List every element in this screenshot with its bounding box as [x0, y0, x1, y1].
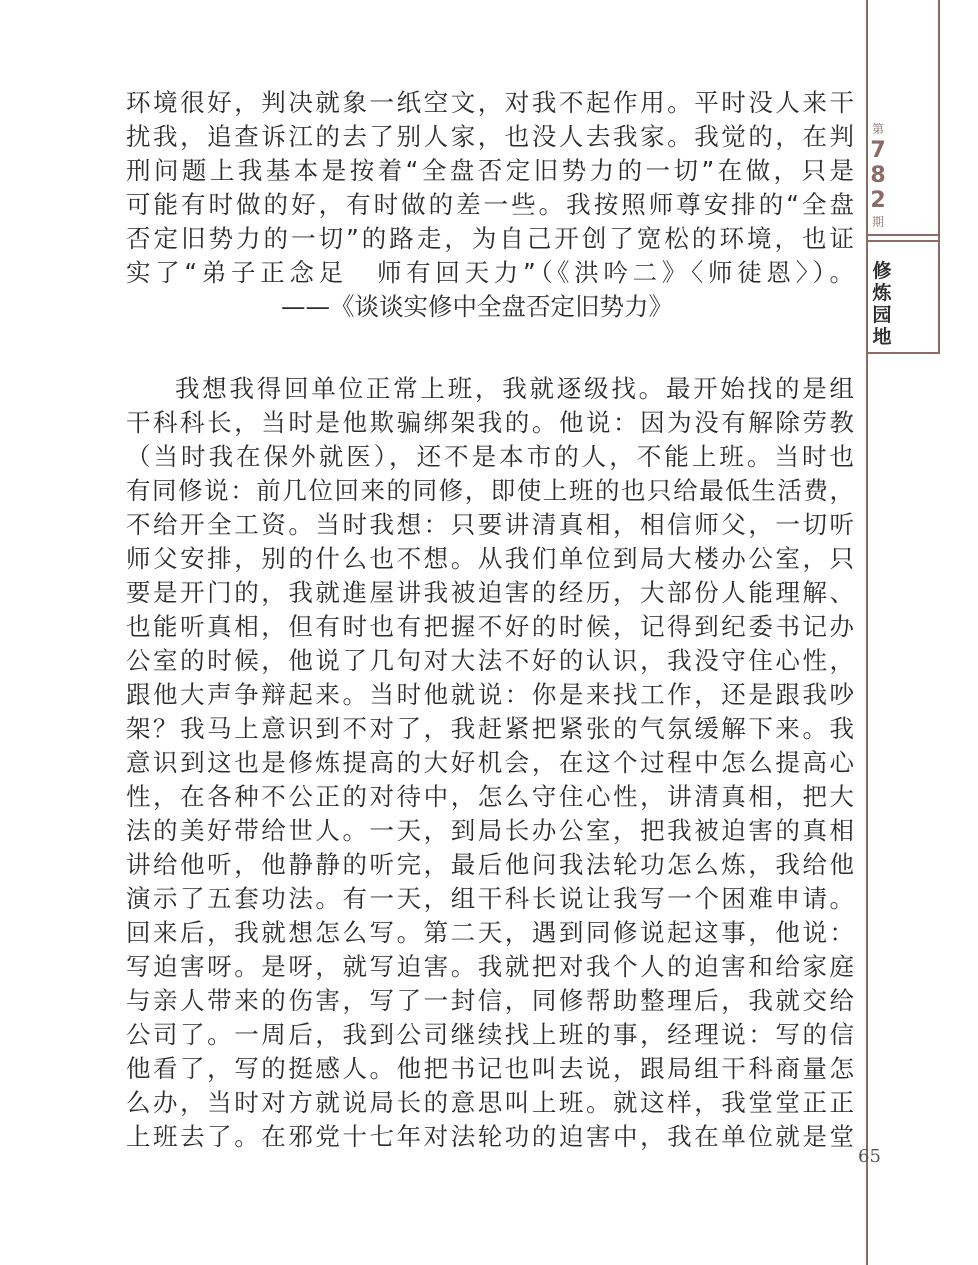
body-line: 公司了。一周后，我到公司继续找上班的事，经理说：写的信: [126, 1020, 854, 1049]
quote-citation: ——《谈谈实修中全盘否定旧势力》: [281, 292, 673, 321]
issue-digit: 8: [870, 163, 886, 188]
issue-digit: 7: [870, 138, 886, 163]
body-line: 写迫害呀。是呀，就写迫害。我就把对我个人的迫害和给家庭: [126, 952, 854, 981]
quote-line: 否定旧势力的一切”的路走，为自己开创了宽松的环境，也证: [126, 224, 854, 253]
article-body: [126, 86, 854, 1154]
body-line: 性，在各种不公正的对待中，怎么守住心性，讲清真相，把大: [126, 782, 854, 811]
quote-line: 刑问题上我基本是按着“全盘否定旧势力的一切”在做，只是: [126, 156, 854, 185]
quote-line: 实了“弟子正念足 师有回天力”（《洪吟二》〈师徒恩〉）。: [126, 258, 854, 287]
section-title-char: 园: [872, 304, 892, 326]
body-line: 跟他大声争辩起来。当时他就说：你是来找工作，还是跟我吵: [126, 680, 854, 709]
body-line: 有同修说：前几位回来的同修，即使上班的也只给最低生活费，: [126, 476, 854, 505]
quote-line: 环境很好，判决就象一纸空文，对我不起作用。平时没人来干: [126, 88, 854, 117]
body-line: 上班去了。在邪党十七年对法轮功的迫害中，我在单位就是堂: [126, 1122, 854, 1151]
section-title-char: 炼: [872, 282, 892, 304]
section-title-char: 修: [872, 260, 892, 282]
body-line: 演示了五套功法。有一天，组干科长说让我写一个困难申请。: [126, 884, 854, 913]
section-title: [870, 260, 894, 348]
body-line: 公室的时候，他说了几句对大法不好的认识，我没守住心性，: [126, 646, 854, 675]
issue-prefix: 第: [871, 122, 884, 136]
body-line: 不给开全工资。当时我想：只要讲清真相，相信师父，一切听: [126, 510, 854, 539]
sidebar-divider-upper: [866, 234, 940, 236]
body-line: 回来后，我就想怎么写。第二天，遇到同修说起这事，他说：: [126, 918, 854, 947]
sidebar-border-right: [938, 0, 940, 352]
issue-number-label: [868, 120, 888, 231]
page-number: 65: [858, 1146, 881, 1167]
quoted-passage: [126, 86, 854, 324]
issue-digit: 2: [870, 188, 886, 213]
body-line: 意识到这也是修炼提高的大好机会，在这个过程中怎么提高心: [126, 748, 854, 777]
body-line: （当时我在保外就医），还不是本市的人，不能上班。当时也: [126, 442, 854, 471]
body-line: 干科科长，当时是他欺骗绑架我的。他说：因为没有解除劳教: [126, 408, 854, 437]
body-line: 架？我马上意识到不对了，我赶紧把紧张的气氛缓解下来。我: [126, 714, 854, 743]
sidebar-divider-lower: [866, 240, 940, 242]
body-line: 法的美好带给世人。一天，到局长办公室，把我被迫害的真相: [126, 816, 854, 845]
body-line: 要是开门的，我就進屋讲我被迫害的经历，大部份人能理解、: [126, 578, 854, 607]
body-line: 也能听真相，但有时也有把握不好的时候，记得到纪委书记办: [126, 612, 854, 641]
quote-line: 可能有时做的好，有时做的差一些。我按照师尊安排的“全盘: [126, 190, 854, 219]
body-line: 师父安排，别的什么也不想。从我们单位到局大楼办公室，只: [126, 544, 854, 573]
sidebar-bottom-border: [866, 352, 940, 354]
body-line: 他看了，写的挺感人。他把书记也叫去说，跟局组干科商量怎: [126, 1054, 854, 1083]
body-line: 我想我得回单位正常上班，我就逐级找。最开始找的是组: [175, 374, 854, 403]
quote-line: 扰我，追查诉江的去了别人家，也没人去我家。我觉的，在判: [126, 122, 854, 151]
issue-suffix: 期: [871, 215, 884, 229]
body-line: 与亲人带来的伤害，写了一封信，同修帮助整理后，我就交给: [126, 986, 854, 1015]
body-line: 么办，当时对方就说局长的意思叫上班。就这样，我堂堂正正: [126, 1088, 854, 1117]
section-title-char: 地: [872, 326, 892, 348]
body-line: 讲给他听，他静静的听完，最后他问我法轮功怎么炼，我给他: [126, 850, 854, 879]
paragraph-gap: [126, 324, 854, 372]
body-paragraph: [126, 372, 854, 1154]
